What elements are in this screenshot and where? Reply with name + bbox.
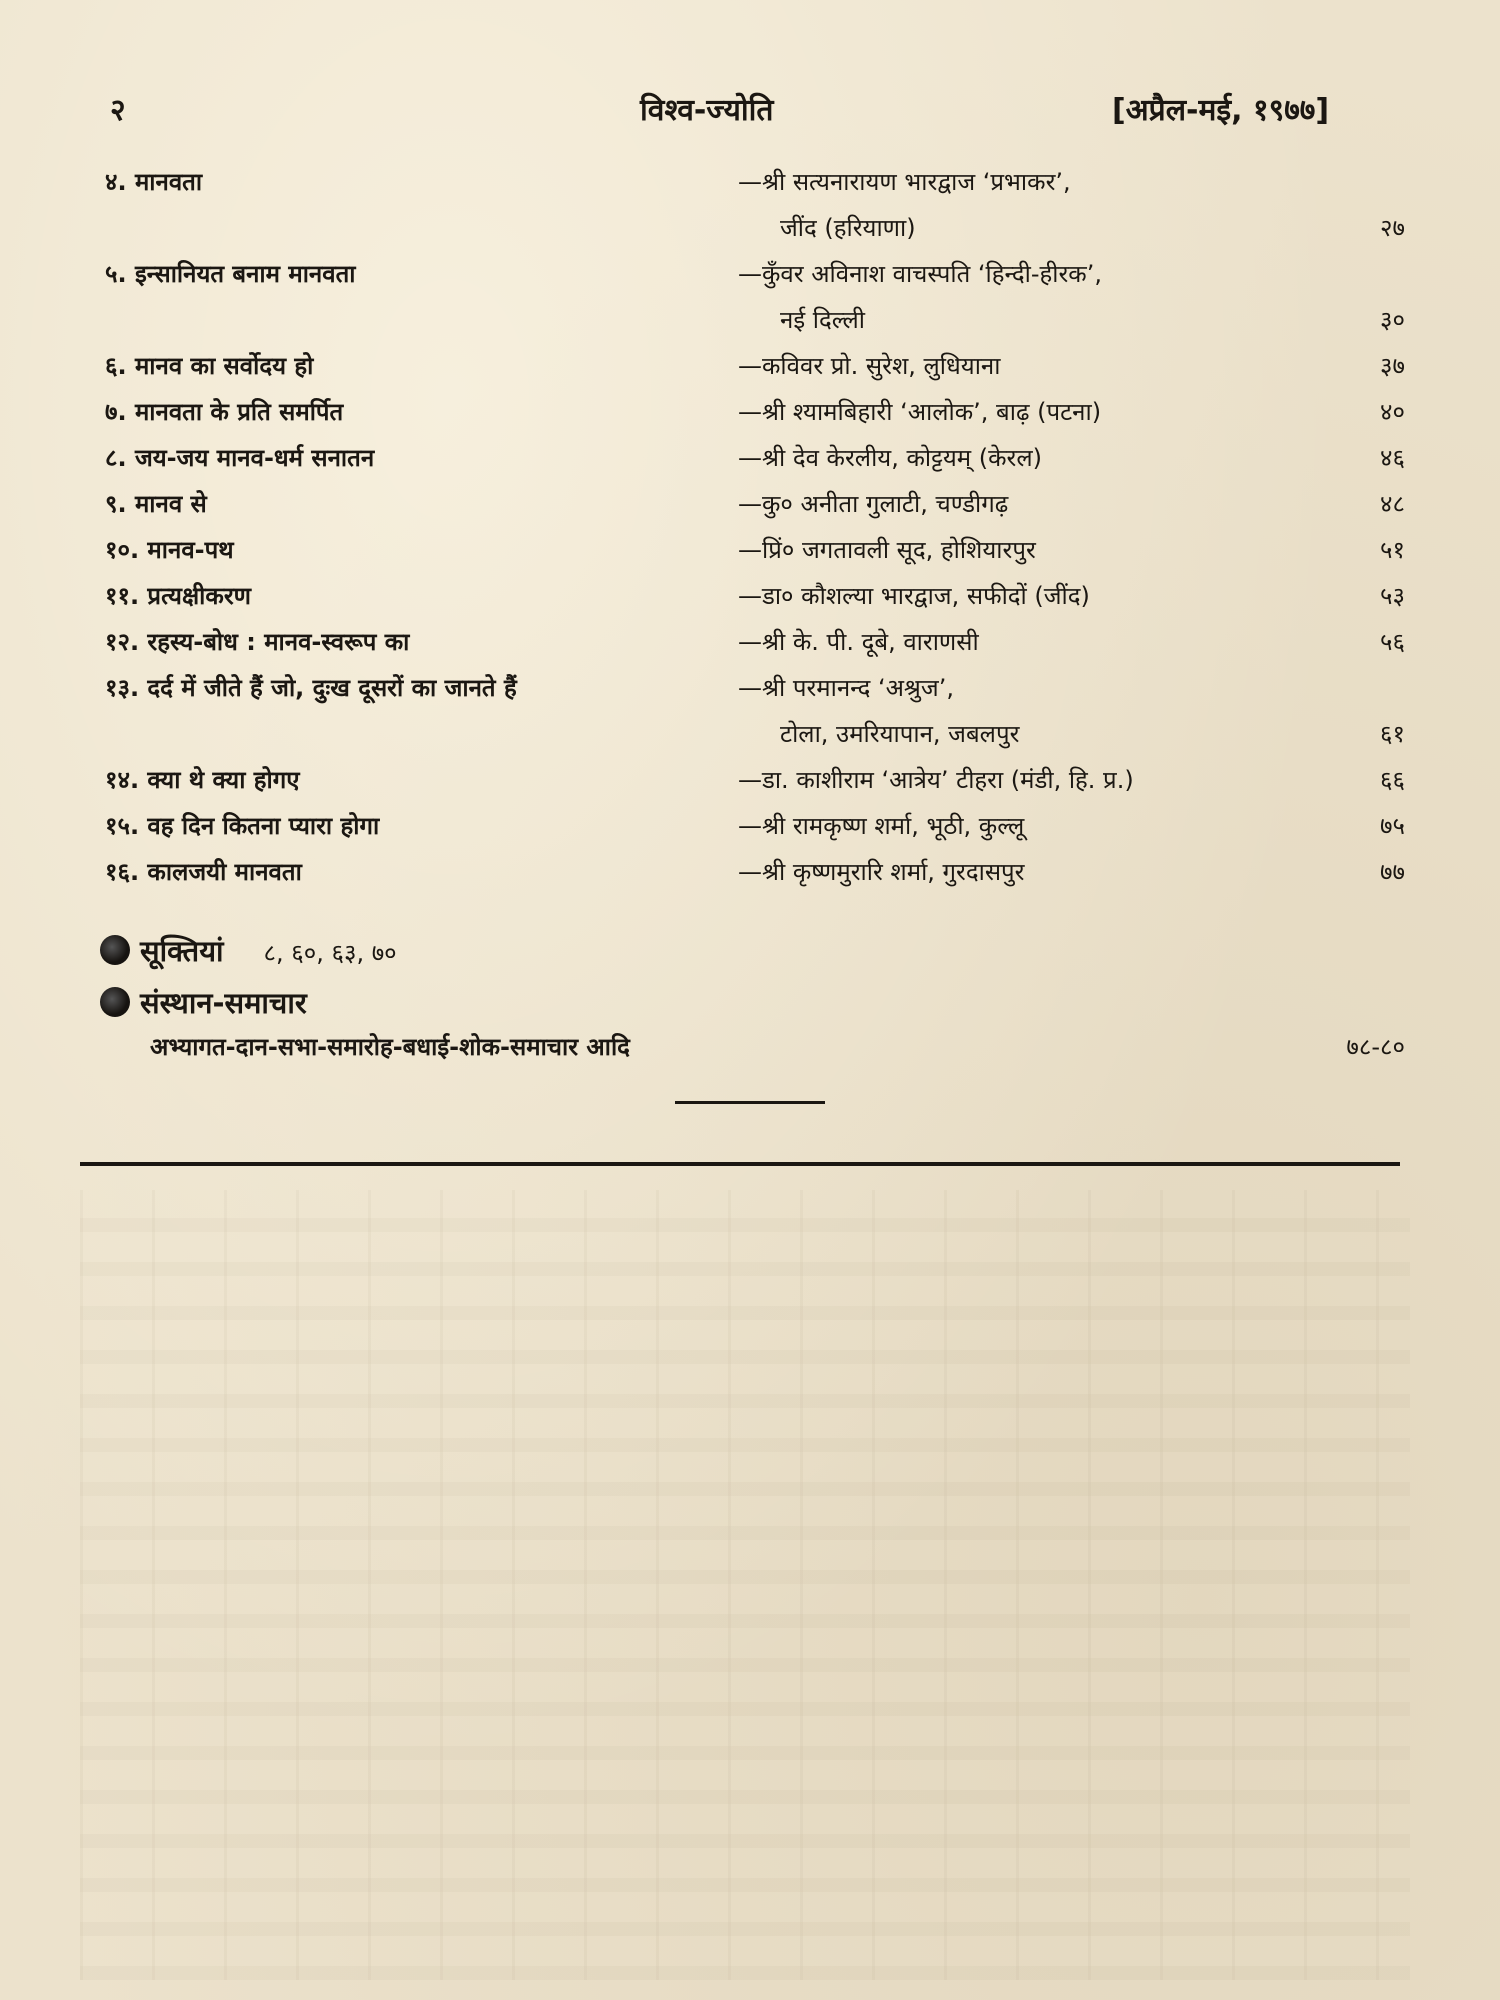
toc-entry-line [0,436,1500,480]
news-description: अभ्यागत-दान-सभा-समारोह-बधाई-शोक-समाचार आदि [150,1033,630,1061]
sukti-section [100,928,397,974]
entry-author: —श्री रामकृष्ण शर्मा, भूठी, कुल्लू [738,812,1025,840]
toc-entry-line [0,528,1500,572]
bullet-icon [100,987,130,1017]
entry-author: —श्री के. पी. दूबे, वाराणसी [738,628,979,656]
toc-entry-line [0,252,1500,296]
entry-page-number: ४६ [1380,444,1405,472]
entry-title: ११. प्रत्यक्षीकरण [105,582,251,610]
entry-author: —श्री कृष्णमुरारि शर्मा, गुरदासपुर [738,858,1025,886]
entry-title: ६. मानव का सर्वोदय हो [105,352,314,380]
toc-entry-line [0,850,1500,894]
sukti-pages: ८, ६०, ६३, ७० [263,939,397,967]
entry-page-number: ३० [1380,306,1405,334]
entry-author: —डा० कौशल्या भारद्वाज, सफीदों (जींद) [738,582,1090,610]
entry-author: नई दिल्ली [780,306,866,334]
entry-author: —कु० अनीता गुलाटी, चण्डीगढ़ [738,490,1009,518]
toc-entry-line [0,804,1500,848]
long-divider [80,1162,1400,1166]
toc-entry-line [0,574,1500,618]
entry-page-number: ७७ [1380,858,1405,886]
entry-author: —प्रिं० जगतावली सूद, होशियारपुर [738,536,1036,564]
entry-page-number: ५६ [1380,628,1405,656]
entry-author: —श्री परमानन्द ‘अश्रुज’, [738,674,954,702]
entry-title: १४. क्या थे क्या होगए [105,766,300,794]
entry-page-number: ४० [1380,398,1405,426]
toc-entry-line [0,666,1500,710]
news-label: संस्थान-समाचार [140,986,307,1020]
entry-title: ५. इन्सानियत बनाम मानवता [105,260,356,288]
toc-entry-line [0,206,1500,250]
entry-title: १५. वह दिन कितना प्यारा होगा [105,812,380,840]
entry-page-number: ४८ [1380,490,1405,518]
toc-entry-line [0,712,1500,756]
entry-page-number: ३७ [1380,352,1405,380]
entry-title: ८. जय-जय मानव-धर्म सनातन [105,444,375,472]
entry-page-number: ७५ [1380,812,1405,840]
bullet-icon [100,935,130,965]
entry-author: —श्री देव केरलीय, कोट्टयम् (केरल) [738,444,1042,472]
entry-page-number: ५३ [1380,582,1405,610]
entry-title: ९. मानव से [105,490,207,518]
entry-title: १२. रहस्य-बोध : मानव-स्वरूप का [105,628,410,656]
entry-page-number: ६१ [1380,720,1405,748]
page-header [0,88,1500,138]
entry-title: ७. मानवता के प्रति समर्पित [105,398,344,426]
sukti-label: सूक्तियां [140,934,224,968]
entry-author: —श्री श्यामबिहारी ‘आलोक’, बाढ़ (पटना) [738,398,1102,426]
toc-entry-line [0,344,1500,388]
toc-entry-line [0,298,1500,342]
entry-title: १६. कालजयी मानवता [105,858,302,886]
entry-author: —डा. काशीराम ‘आत्रेय’ टीहरा (मंडी, हि. प्र.) [738,766,1134,794]
entry-author: —कविवर प्रो. सुरेश, लुधियाना [738,352,1001,380]
news-pages: ७८-८० [1346,1033,1405,1061]
entry-author: जींद (हरियाणा) [780,214,916,242]
short-divider [675,1101,825,1104]
news-section [100,980,307,1026]
entry-author: —श्री सत्यनारायण भारद्वाज ‘प्रभाकर’, [738,168,1071,196]
entry-title: १३. दर्द में जीते हैं जो, दुःख दूसरों का जानते हैं [105,674,517,702]
page-number: २ [110,93,126,128]
entry-page-number: २७ [1380,214,1405,242]
entry-page-number: ५१ [1380,536,1405,564]
entry-title: १०. मानव-पथ [105,536,234,564]
show-through-background [80,1190,1410,1980]
entry-author: टोला, उमरियापान, जबलपुर [780,720,1020,748]
toc-entry-line [0,758,1500,802]
toc-entry-line [0,390,1500,434]
toc-entry-line [0,160,1500,204]
entry-title: ४. मानवता [105,168,203,196]
entry-page-number: ६६ [1380,766,1405,794]
journal-title: विश्व-ज्योति [640,93,774,128]
toc-entry-line [0,482,1500,526]
entry-author: —कुँवर अविनाश वाचस्पति ‘हिन्दी-हीरक’, [738,260,1102,288]
issue-date: [अप्रैल-मई, १९७७] [1112,93,1330,128]
toc-entry-line [0,620,1500,664]
